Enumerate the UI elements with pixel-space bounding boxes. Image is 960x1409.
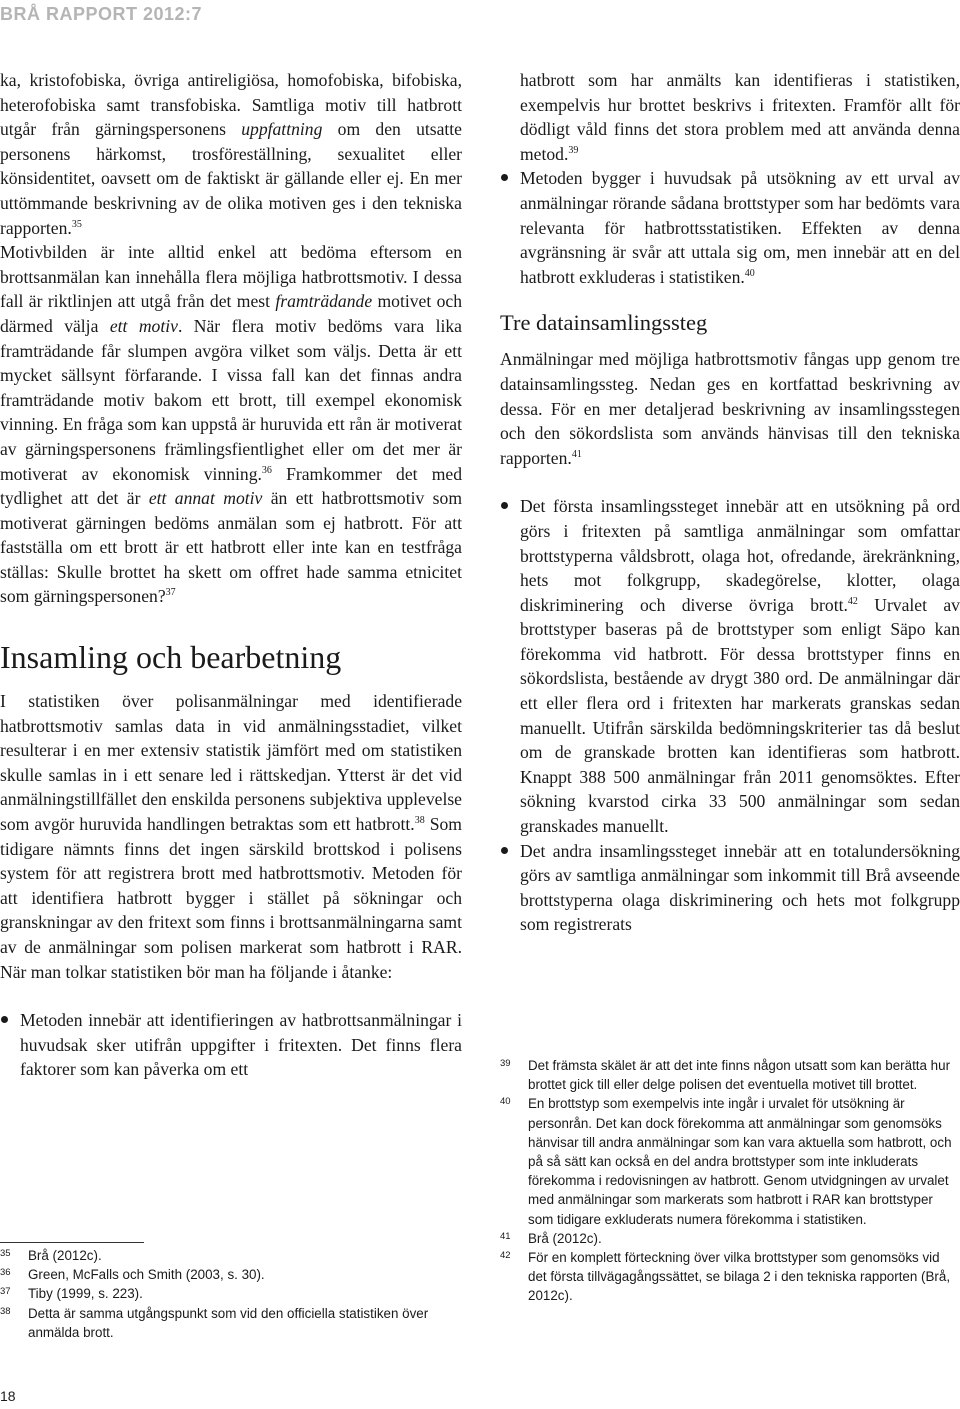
paragraph-motives xyxy=(0,68,462,240)
footnote-text: Green, McFalls och Smith (2003, s. 30). xyxy=(28,1267,265,1283)
footnote-39 xyxy=(500,1056,960,1094)
footnote-ref-37[interactable]: 37 xyxy=(165,587,176,599)
bullet-icon xyxy=(1,1016,8,1023)
footnote-text: En brottstyp som exempelvis inte ingår i urvalet för utsökning är personrån. Det kan dock förekomma att anmälningar som genomsöks hänvisar till andra anmälningar som kan vara aktuella som hatbrott, och på så sätt kan också en del andra brottstyper som inte inkluderats förekomma i redovisningen av hatbrott. Genom utvidgningen av urvalet med anmälningar som markerats som hatbrott i RAR kan brottstyper som tidigare exkluderats numera förekomma i statistiken. xyxy=(528,1096,952,1227)
list-item xyxy=(500,839,960,937)
footnote-number: 36 xyxy=(0,1267,11,1279)
footnote-text: För en komplett förteckning över vilka brottstyper som genomsöks vid det första tillvägagångssättet, se bilaga 2 i den tekniska rapporten (Brå, 2012c). xyxy=(528,1250,951,1304)
page-number: 18 xyxy=(0,1388,16,1404)
footnote-35 xyxy=(0,1246,462,1265)
footnote-ref-40[interactable]: 40 xyxy=(744,267,755,279)
paragraph-motive-picture xyxy=(0,240,462,609)
section-heading-insamling: Insamling och bearbetning xyxy=(0,639,342,676)
list-item-continued xyxy=(500,68,960,166)
text-run: Framkommer det med tydlighet att det är xyxy=(0,463,462,509)
text-run: än ett hatbrottsmotiv som motiverat gärningen bedöms anmälan som ej hatbrott. För att fastställa om ett brott är ett hatbrott eller inte kan en testfråga ställas: Skulle brottet ha skett om offret hade samma etnicitet som gärningspersonen? xyxy=(0,488,463,607)
footnotes-right xyxy=(500,1056,960,1306)
section-heading-tre-steg: Tre datainsamlingssteg xyxy=(500,310,708,336)
footnote-ref-36[interactable]: 36 xyxy=(261,464,272,476)
footnote-text: Brå (2012c). xyxy=(528,1230,602,1246)
bullet-icon xyxy=(501,502,508,509)
paragraph-collection xyxy=(0,689,462,984)
footnote-41 xyxy=(500,1229,960,1248)
footnote-38 xyxy=(0,1304,462,1342)
text-run: Motivbilden är inte alltid enkel att bedöma eftersom en brottsanmälan kan innehålla flera möjliga hatbrottsmotiv. I dessa fall är riktlinjen att utgå från det mest xyxy=(0,242,462,312)
list-item xyxy=(500,494,960,838)
footnote-divider xyxy=(0,1242,144,1243)
text-run: motivet och därmed välja xyxy=(0,291,462,336)
text-run: Som tidigare nämnts finns det ingen särskild brottskod i polisens system för att registrera brott med hatbrottsmotiv. Metoden för att identifiera hatbrott bygger i stället på sökningar och granskningar av den fritext som finns i brottsanmälningarna samt av de anmälningar som polisen markerat som hatbrott i RAR. När man tolkar statistiken bör man ha följande i åtanke: xyxy=(0,814,462,982)
text-run: . När flera motiv bedöms vara lika framträdande får slumpen avgöra vilket som väljs. Detta är ett mycket sällsynt förfarande. I vissa fall kan det finnas andra framträdande motiv bakom ett brott, till exempel ekonomisk vinning. En fråga som kan uppstå är huruvida ett rån är motiverat av gärningspersonens främlingsfientlighet eller om det mer är motiverat av ekonomisk vinning. xyxy=(0,315,462,484)
bullet-list-left xyxy=(0,1008,462,1082)
emphasis: uppfattning xyxy=(241,119,323,140)
list-item xyxy=(0,1008,462,1082)
list-item xyxy=(500,166,960,289)
text-run: om den utsatte personens härkomst, trosföreställning, sexualitet eller könsidentitet, oavsett om de faktiskt är gällande eller ej. En mer uttömmande beskrivning av de olika motiven ges i den tekniska rapporten. xyxy=(0,119,462,238)
footnote-ref-39[interactable]: 39 xyxy=(568,144,579,156)
text-run: ka, kristofobiska, övriga antireligiösa, homofobiska, bifobiska, heterofobiska samt transfobiska. Samtliga motiv till hatbrott utgår från gärningspersonens xyxy=(0,70,462,140)
text-run: Urvalet av brottstyper baseras på de brottstyper som enligt Säpo kan förekomma vid hatbrott. För dessa brottstyper finns en sökordslista, bestående av drygt 380 ord. De anmälningar där ett eller flera ord i fritexten har markerats granskas sedan manuellt. Utifrån särskilda bedömningskriterier tas då beslut om de granskade brotten kan identifieras som hatbrott. Knappt 388 500 anmälningar från 2011 genomsöktes. Efter sökning kvarstod cirka 33 500 anmälningar som sedan granskades manuellt. xyxy=(520,594,960,837)
text-run: Metoden bygger i huvudsak på utsökning av ett urval av anmälningar rörande sådana brottstyper som har bedömts vara relevanta för hatbrottsstatistiken. Effekten av denna avgränsning är svår att uttala sig om, men innebär att en del hatbrott exkluderas i statistiken. xyxy=(520,168,960,287)
text-run: Det första insamlingssteget innebär att en utsökning på ord görs i fritexten på samtliga anmälningar som omfattar brottstyperna våldsbrott, olaga hot, ofredande, ärekränkning, hets mot folkgrupp, skadegörelse, klotter, olaga diskriminering och diverse övriga brott. xyxy=(520,496,960,615)
emphasis: framträdande xyxy=(275,291,373,312)
footnote-number: 40 xyxy=(500,1096,511,1108)
footnote-text: Detta är samma utgångspunkt som vid den officiella statistiken över anmälda brott. xyxy=(28,1305,429,1340)
emphasis: ett motiv xyxy=(109,315,178,336)
text-run: Det andra insamlingssteget innebär att en totalundersökning görs av samtliga anmälningar som inkommit till Brå avseende brottstyperna olaga diskriminering och hets mot folkgrupp som registrerats xyxy=(520,840,960,935)
footnote-text: Det främsta skälet är att det inte finns någon utsatt som kan berätta hur brottet gick till eller delge polisen det eventuella motivet till brottet. xyxy=(528,1058,951,1093)
footnote-ref-38[interactable]: 38 xyxy=(414,815,425,827)
footnote-36 xyxy=(0,1265,462,1284)
footnote-text: Tiby (1999, s. 223). xyxy=(28,1286,143,1302)
footnote-ref-41[interactable]: 41 xyxy=(571,448,582,460)
text-run: hatbrott som har anmälts kan identifieras i statistiken, exempelvis hur brottet beskrivs i fritexten. Framför allt för dödligt våld finns det stora problem med att använda denna metod. xyxy=(520,70,960,164)
footnote-number: 39 xyxy=(500,1058,511,1069)
footnote-text: Brå (2012c). xyxy=(28,1248,102,1263)
text-run: I statistiken över polisanmälningar med identifierade hatbrottsmotiv samlas data in vid anmälningsstadiet, vilket resulterar i en mer extensiv statistik jämfört med om statistiken skulle samlas in i ett senare led i rättskedjan. Ytterst är det vid anmälningstillfället den enskilda personens subjektiva upplevelse som avgör huruvida handlingen betraktas som ett hatbrott. xyxy=(0,691,462,835)
text-run: Metoden innebär att identifieringen av hatbrottsanmälningar i huvudsak sker utifrån uppgifter i fritexten. Det finns flera faktorer som kan påverka om ett xyxy=(20,1010,462,1080)
bullet-list-right-bottom xyxy=(500,494,960,937)
bullet-list-right-top xyxy=(500,68,960,289)
bullet-icon xyxy=(501,847,508,854)
left-column xyxy=(0,68,462,1082)
footnote-42 xyxy=(500,1248,960,1306)
footnotes-left xyxy=(0,1246,462,1342)
footnote-number: 38 xyxy=(0,1305,11,1317)
footnote-ref-42[interactable]: 42 xyxy=(847,595,858,607)
footnote-40 xyxy=(500,1094,960,1228)
footnote-number: 41 xyxy=(500,1230,511,1242)
footnote-number: 42 xyxy=(500,1250,511,1262)
emphasis: ett annat motiv xyxy=(148,488,263,509)
footnote-37 xyxy=(0,1284,462,1303)
bullet-icon xyxy=(501,174,508,181)
footnote-number: 37 xyxy=(0,1286,11,1298)
footnote-ref-35[interactable]: 35 xyxy=(71,218,82,230)
footnote-number: 35 xyxy=(0,1248,11,1259)
running-head: BRÅ RAPPORT 2012:7 xyxy=(0,4,203,24)
paragraph-three-steps xyxy=(500,347,960,470)
right-column xyxy=(500,68,960,937)
text-run: Anmälningar med möjliga hatbrottsmotiv fångas upp genom tre datainsamlingssteg. Nedan ges en kortfattad beskrivning av dessa. För en mer detaljerad beskrivning av insamlingsstegen och den sökordslista som används hänvisas till den tekniska rapporten. xyxy=(500,349,960,468)
